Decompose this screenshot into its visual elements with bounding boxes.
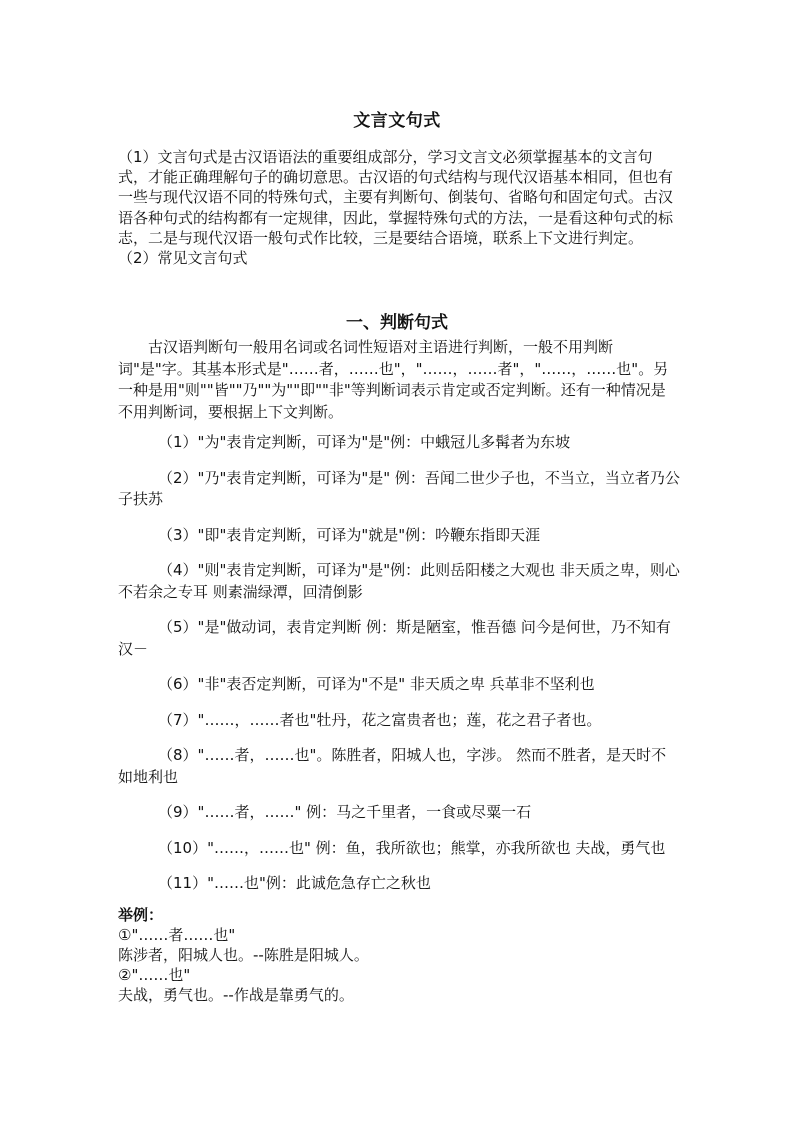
judgment-item-4: （4）"则"表肯定判断，可译为"是"例：此则岳阳楼之大观也 非天质之卑，则心不若余之专耳 则素湍绿潭，回清倒影 (118, 561, 680, 601)
example-line-3: ②"……也" (118, 966, 191, 984)
judgment-item-10: （10）"……，……也" 例：鱼，我所欲也；熊掌，亦我所欲也 夫战，勇气也 (158, 838, 666, 857)
judgment-item-6: （6）"非"表否定判断，可译为"不是" 非天质之卑 兵革非不坚利也 (158, 675, 595, 693)
judgment-item-3: （3）"即"表肯定判断，可译为"就是"例：吟鞭东指即天涯 (158, 525, 541, 544)
judgment-item-2: （2）"乃"表肯定判断，可译为"是" 例：吾闻二世少子也，不当立，当立者乃公子扶苏 (118, 468, 680, 508)
example-line-4: 夫战，勇气也。--作战是靠勇气的。 (118, 986, 354, 1004)
judgment-item-list (118, 432, 680, 909)
example-line-1: ①"……者……也" (118, 926, 236, 944)
judgment-item-5: （5）"是"做动词，表肯定判断 例：斯是陋室，惟吾德 问今是何世，乃不知有汉－ (118, 618, 671, 658)
intro-subheading: （2）常见文言句式 (118, 249, 248, 268)
judgment-item-8: （8）"……者，……也"。陈胜者，阳城人也，字涉。 然而不胜者，是天时不如地利也 (118, 746, 667, 786)
judgment-item-11: （11）"……也"例：此诚危急存亡之秋也 (158, 874, 431, 892)
document-title: 文言文句式 (353, 111, 441, 131)
section-intro-paragraph: 古汉语判断句一般用名词或名词性短语对主语进行判断，一般不用判断词"是"字。其基本形式是"……者，……也"，"……，……者"，"……，……也"。另一种是用"则""皆""乃""为""即""非"等判断词表示肯定或否定判断。还有一种情况是不用判断词，要根据上下文判断。 (118, 338, 669, 421)
section-heading: 一、判断句式 (346, 313, 448, 333)
example-line-2: 陈涉者，阳城人也。--陈胜是阳城人。 (118, 946, 369, 964)
judgment-item-1: （1）"为"表肯定判断，可译为"是"例：中蛾冠儿多髯者为东坡 (158, 433, 571, 451)
judgment-item-7: （7）"……，……者也"牡丹，花之富贵者也；莲，花之君子者也。 (158, 710, 602, 729)
examples-block (118, 905, 680, 1005)
examples-heading: 举例： (118, 906, 164, 924)
intro-paragraph: （1）文言句式是古汉语语法的重要组成部分，学习文言文必须掌握基本的文言句式，才能正确理解句子的确切意思。古汉语的句式结构与现代汉语基本相同，但也有一些与现代汉语不同的特殊句式，主要有判断句、倒装句、省略句和固定句式。古汉语各种句式的结构都有一定规律，因此，掌握特殊句式的方法，一是看这种句式的标志，二是与现代汉语一般句式作比较，三是要结合语境，联系上下文进行判定。 (118, 148, 674, 247)
judgment-item-9: （9）"……者，……" 例：马之千里者，一食或尽粟一石 (158, 803, 532, 821)
intro-block (118, 147, 680, 268)
